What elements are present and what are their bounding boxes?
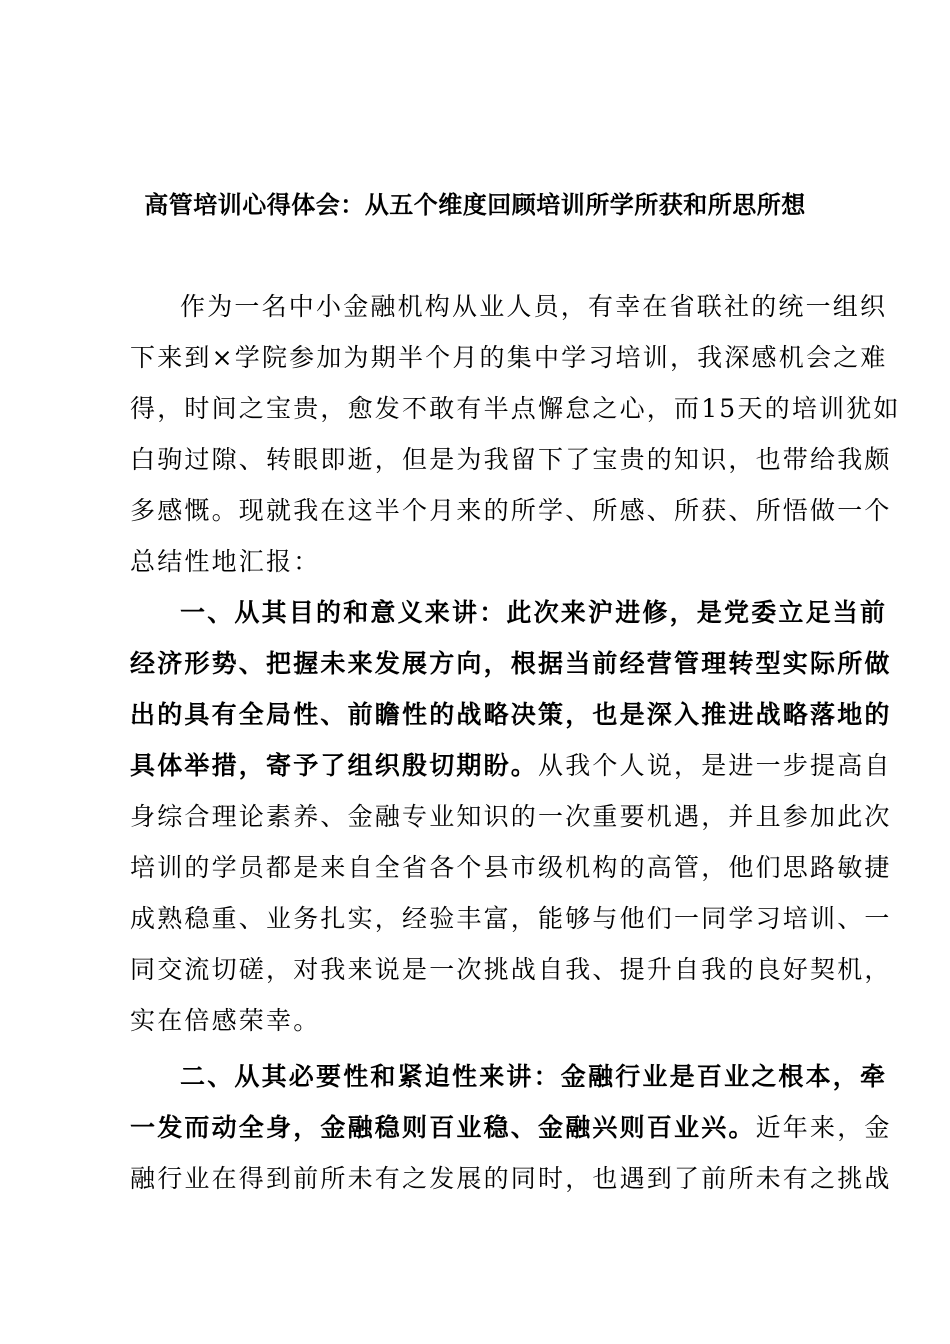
line-text: 同交流切磋，对我来说是一次挑战自我、提升自我的良好契机， <box>130 955 892 984</box>
paragraph-line <box>180 593 888 633</box>
bold-text: 出的具有全局性、前瞻性的战略决策，也是深入推进战略落地的 <box>130 700 892 729</box>
paragraph-line <box>130 440 892 480</box>
paragraph-line <box>130 695 892 735</box>
line-text: 成熟稳重、业务扎实，经验丰富，能够与他们一同学习培训、一 <box>130 904 892 933</box>
line-text: 得，时间之宝贵，愈发不敢有半点懈怠之心，而15天的培训犹如 <box>130 394 901 423</box>
line-text: 下来到×学院参加为期半个月的集中学习培训，我深感机会之难 <box>130 343 888 372</box>
bold-text: 一、从其目的和意义来讲：此次来沪进修，是党委立足当前 <box>180 598 888 627</box>
paragraph-line <box>180 1057 888 1097</box>
line-text: 作为一名中小金融机构从业人员，有幸在省联社的统一组织 <box>180 292 888 321</box>
paragraph-line <box>130 542 860 582</box>
line-text: 身综合理论素养、金融专业知识的一次重要机遇，并且参加此次 <box>130 802 892 831</box>
paragraph-line <box>130 899 892 939</box>
paragraph-line <box>130 950 892 990</box>
line-text: 多感慨。现就我在这半个月来的所学、所感、所获、所悟做一个 <box>130 496 892 525</box>
paragraph-line <box>130 644 892 684</box>
line-text: 实在倍感荣幸。 <box>130 1006 321 1035</box>
paragraph-line <box>130 338 888 378</box>
paragraph-line <box>130 746 892 786</box>
paragraph-line <box>130 1108 892 1148</box>
bold-text: 二、从其必要性和紧迫性来讲：金融行业是百业之根本，牵 <box>180 1062 888 1091</box>
paragraph-line <box>130 797 892 837</box>
line-text: 培训的学员都是来自全省各个县市级机构的高管，他们思路敏捷 <box>130 853 892 882</box>
line-text: 总结性地汇报： <box>130 547 321 576</box>
line-text: 近年来，金 <box>755 1113 892 1142</box>
paragraph-line <box>180 287 888 327</box>
paragraph-line <box>130 491 892 531</box>
bold-text: 一发而动全身，金融稳则百业稳、金融兴则百业兴。 <box>130 1113 756 1142</box>
document-title: 高管培训心得体会：从五个维度回顾培训所学所获和所思所想 <box>144 190 806 219</box>
line-text: 从我个人说，是进一步提高自 <box>538 751 892 780</box>
bold-text: 具体举措，寄予了组织殷切期盼。 <box>130 751 539 780</box>
line-text: 白驹过隙、转眼即逝，但是为我留下了宝贵的知识，也带给我颇 <box>130 445 892 474</box>
paragraph-line <box>130 389 901 429</box>
line-text: 融行业在得到前所未有之发展的同时，也遇到了前所未有之挑战 <box>130 1164 892 1193</box>
paragraph-line <box>130 1001 860 1041</box>
paragraph-line <box>130 1159 892 1199</box>
bold-text: 经济形势、把握未来发展方向，根据当前经营管理转型实际所做 <box>130 649 892 678</box>
paragraph-line <box>130 848 892 888</box>
